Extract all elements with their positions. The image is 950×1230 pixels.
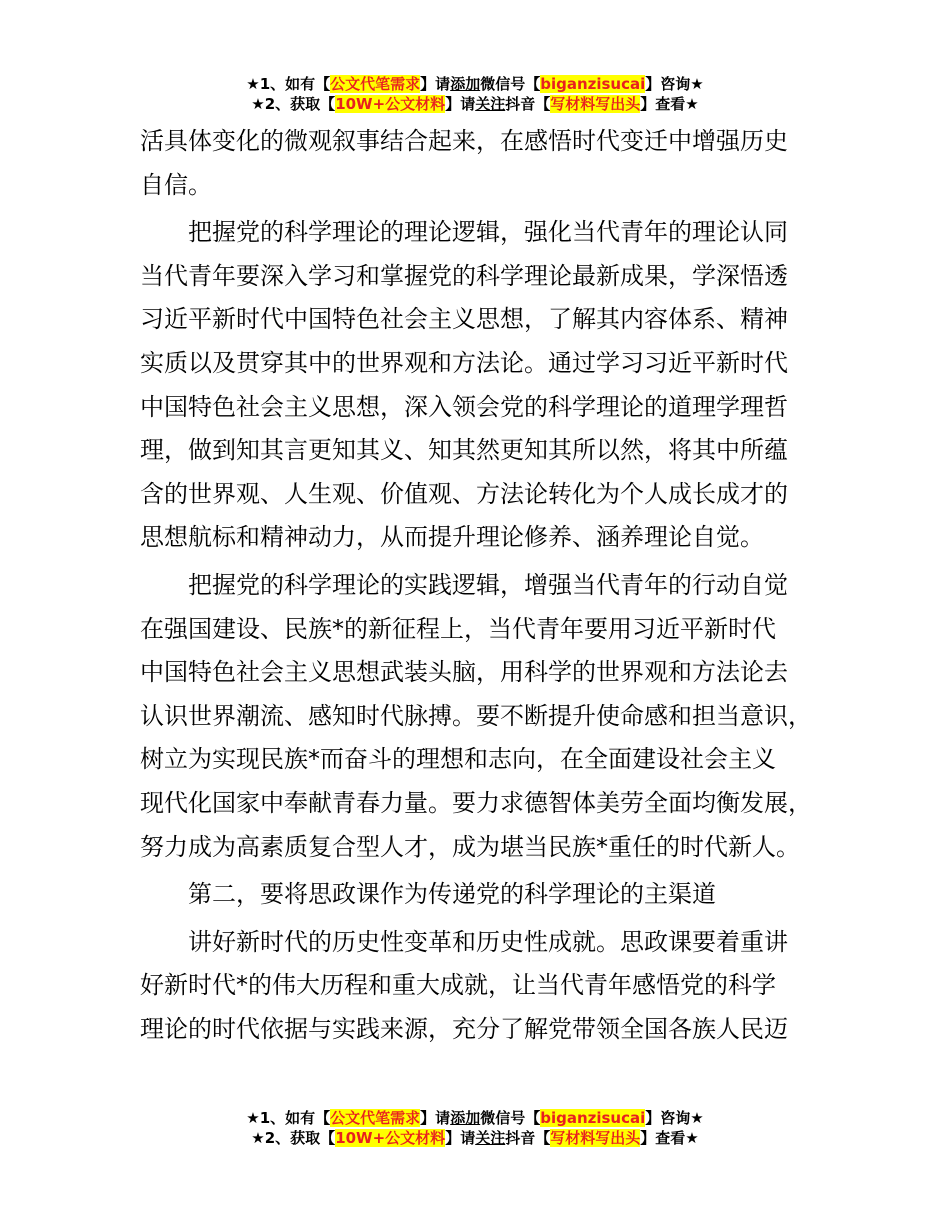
- banner-wechat-id: biganzisucai: [540, 1109, 646, 1127]
- header-banner: [0, 74, 950, 114]
- banner-text: 】咨询★: [645, 1109, 704, 1127]
- banner-text: 】请: [445, 1129, 476, 1147]
- text-line: 理论的时代依据与实践来源，充分了解党带领全国各族人民迈: [140, 1014, 788, 1043]
- banner-text: 】查看★: [640, 1129, 699, 1147]
- banner-text: ★1、如有【: [246, 75, 331, 93]
- banner-douyin-id: 写材料写出头: [550, 1129, 641, 1147]
- banner-line-2: [0, 94, 950, 114]
- text-line: 现代化国家中奉献青春力量。要力求德智体美劳全面均衡发展，: [140, 788, 812, 817]
- banner-emphasis: 关注: [475, 1129, 506, 1147]
- section-heading: 第二，要将思政课作为传递党的科学理论的主渠道: [188, 880, 716, 909]
- text-line: 实质以及贯穿其中的世界观和方法论。通过学习习近平新时代: [140, 348, 788, 377]
- banner-emphasis: 添加: [450, 1109, 481, 1127]
- banner-highlight: 10W+公文材料: [335, 95, 446, 113]
- banner-line-1: [0, 1108, 950, 1128]
- text-line: 中国特色社会主义思想，深入领会党的科学理论的道理学理哲: [140, 392, 788, 421]
- text-line: 树立为实现民族*而奋斗的理想和志向，在全面建设社会主义: [140, 745, 776, 774]
- text-line: 活具体变化的微观叙事结合起来，在感悟时代变迁中增强历史: [140, 127, 788, 155]
- text-line: 习近平新时代中国特色社会主义思想，了解其内容体系、精神: [140, 305, 788, 334]
- text-line: 自信。: [140, 170, 212, 199]
- banner-line-1: [0, 74, 950, 94]
- text-line: 好新时代*的伟大历程和重大成就，让当代青年感悟党的科学: [140, 971, 776, 1000]
- banner-text: 微信号【: [480, 1109, 541, 1127]
- banner-emphasis: 添加: [450, 75, 481, 93]
- footer-banner: [0, 1108, 950, 1148]
- banner-text: 】查看★: [640, 95, 699, 113]
- section-heading: 把握党的科学理论的理论逻辑，强化当代青年的理论认同: [188, 218, 788, 247]
- banner-text: 】请: [445, 95, 476, 113]
- banner-text: ★2、获取【: [251, 1129, 336, 1147]
- banner-text: 】请: [420, 1109, 451, 1127]
- banner-highlight: 公文代笔需求: [330, 75, 421, 93]
- document-body: [140, 120, 840, 1051]
- text-line: 思想航标和精神动力，从而提升理论修养、涵养理论自觉。: [140, 523, 764, 552]
- banner-line-2: [0, 1128, 950, 1148]
- banner-emphasis: 关注: [475, 95, 506, 113]
- text-line: 理，做到知其言更知其义、知其然更知其所以然，将其中所蕴: [140, 436, 788, 465]
- banner-text: 抖音【: [505, 1129, 551, 1147]
- banner-text: 抖音【: [505, 95, 551, 113]
- banner-text: ★1、如有【: [246, 1109, 331, 1127]
- text-line: 认识世界潮流、感知时代脉搏。要不断提升使命感和担当意识，: [140, 701, 812, 730]
- banner-text: 】请: [420, 75, 451, 93]
- text-line: 在强国建设、民族*的新征程上，当代青年要用习近平新时代: [140, 614, 776, 643]
- section-heading: 把握党的科学理论的实践逻辑，增强当代青年的行动自觉: [188, 570, 788, 599]
- text-line: 努力成为高素质复合型人才，成为堪当民族*重任的时代新人。: [140, 832, 800, 861]
- text-line: 中国特色社会主义思想武装头脑，用科学的世界观和方法论去: [140, 658, 788, 687]
- banner-douyin-id: 写材料写出头: [550, 95, 641, 113]
- banner-wechat-id: biganzisucai: [540, 75, 646, 93]
- banner-highlight: 公文代笔需求: [330, 1109, 421, 1127]
- banner-text: 】咨询★: [645, 75, 704, 93]
- text-line: 含的世界观、人生观、价值观、方法论转化为个人成长成才的: [140, 479, 788, 508]
- text-line: 当代青年要深入学习和掌握党的科学理论最新成果，学深悟透: [140, 261, 788, 290]
- banner-text: 微信号【: [480, 75, 541, 93]
- banner-highlight: 10W+公文材料: [335, 1129, 446, 1147]
- subsection-heading: 讲好新时代的历史性变革和历史性成就。思政课要着重讲: [188, 927, 788, 956]
- banner-text: ★2、获取【: [251, 95, 336, 113]
